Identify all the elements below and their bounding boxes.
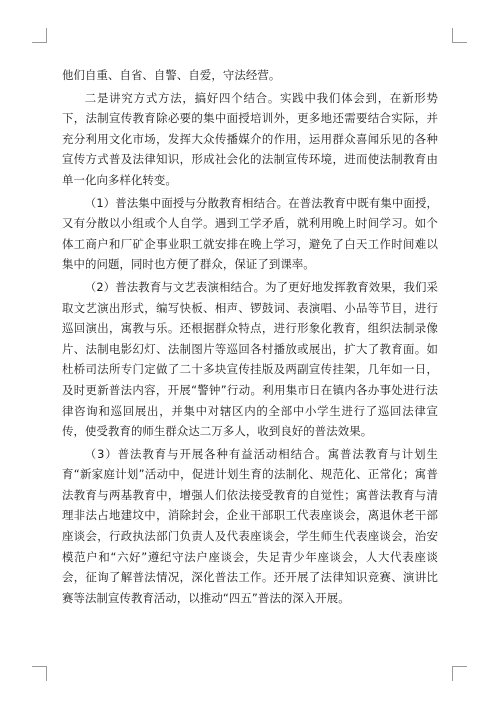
paragraph-item-1: （1）普法集中面授与分散教育相结合。在普法教育中既有集中面授，又有分散以小组或个人自学。遇到工学矛盾，就利用晚上时间学习。如个体工商户和厂矿企事业职工就安排在晚上学习，避免了白天工作时间难以集中的问题，同时也方便了群众，保证了到课率。 [62, 195, 438, 272]
crop-mark-top-left [32, 28, 47, 43]
crop-mark-bottom-left [32, 666, 47, 681]
paragraph-item-2: （2）普法教育与文艺表演相结合。为了更好地发挥教育效果，我们采取文艺演出形式，编写快板、相声、锣鼓词、表演唱、小品等节目，进行巡回演出，寓教与乐。还根据群众特点，进行形象化教育，组织法制录像片、法制电影幻灯、法制图片等巡回各村播放或展出，扩大了教育面。如杜桥司法所专门定做了二十多块宣传挂版及两副宣传挂架，几年如一日，及时更新普法内容，开展“警钟”行动。利用集市日在镇内各办事处进行法律咨询和巡回展出，并集中对辖区内的全部中小学生进行了巡回法律宣传，使受教育的师生群众达二万多人，收到良好的普法效果。 [62, 279, 438, 439]
crop-mark-bottom-right [452, 666, 467, 681]
document-body [62, 65, 438, 610]
crop-mark-top-right [452, 28, 467, 43]
paragraph-methods: 二是讲究方式方法，搞好四个结合。实践中我们体会到，在新形势下，法制宣传教育除必要的集中面授培训外，更多地还需要结合实际，并充分利用文化市场，发挥大众传播媒介的作用，运用群众喜闻乐见的各种宣传方式普及法律知识，形成社会化的法制宣传环境，进而使法制教育由单一化向多样化转变。 [62, 90, 438, 187]
paragraph-continuation: 他们自重、自省、自警、自爱，守法经营。 [62, 68, 281, 82]
paragraph-item-3: （3）普法教育与开展各种有益活动相结合。寓普法教育与计划生育“新家庭计划”活动中，促进计划生育的法制化、规范化、正常化；寓普法教育与两基教育中，增强人们依法接受教育的自觉性；寓普法教育与清理非法占地建坟中，消除封会，企业干部职工代表座谈会，离退休老干部座谈会，行政执法部门负责人及代表座谈会，学生师生代表座谈会，治安模范户和“六好”遵纪守法户座谈会，失足青少年座谈会，人大代表座谈会，征询了解普法情况，深化普法工作。还开展了法律知识竞赛、演讲比赛等法制宣传教育活动，以推动“四五”普法的深入开展。 [62, 446, 438, 605]
